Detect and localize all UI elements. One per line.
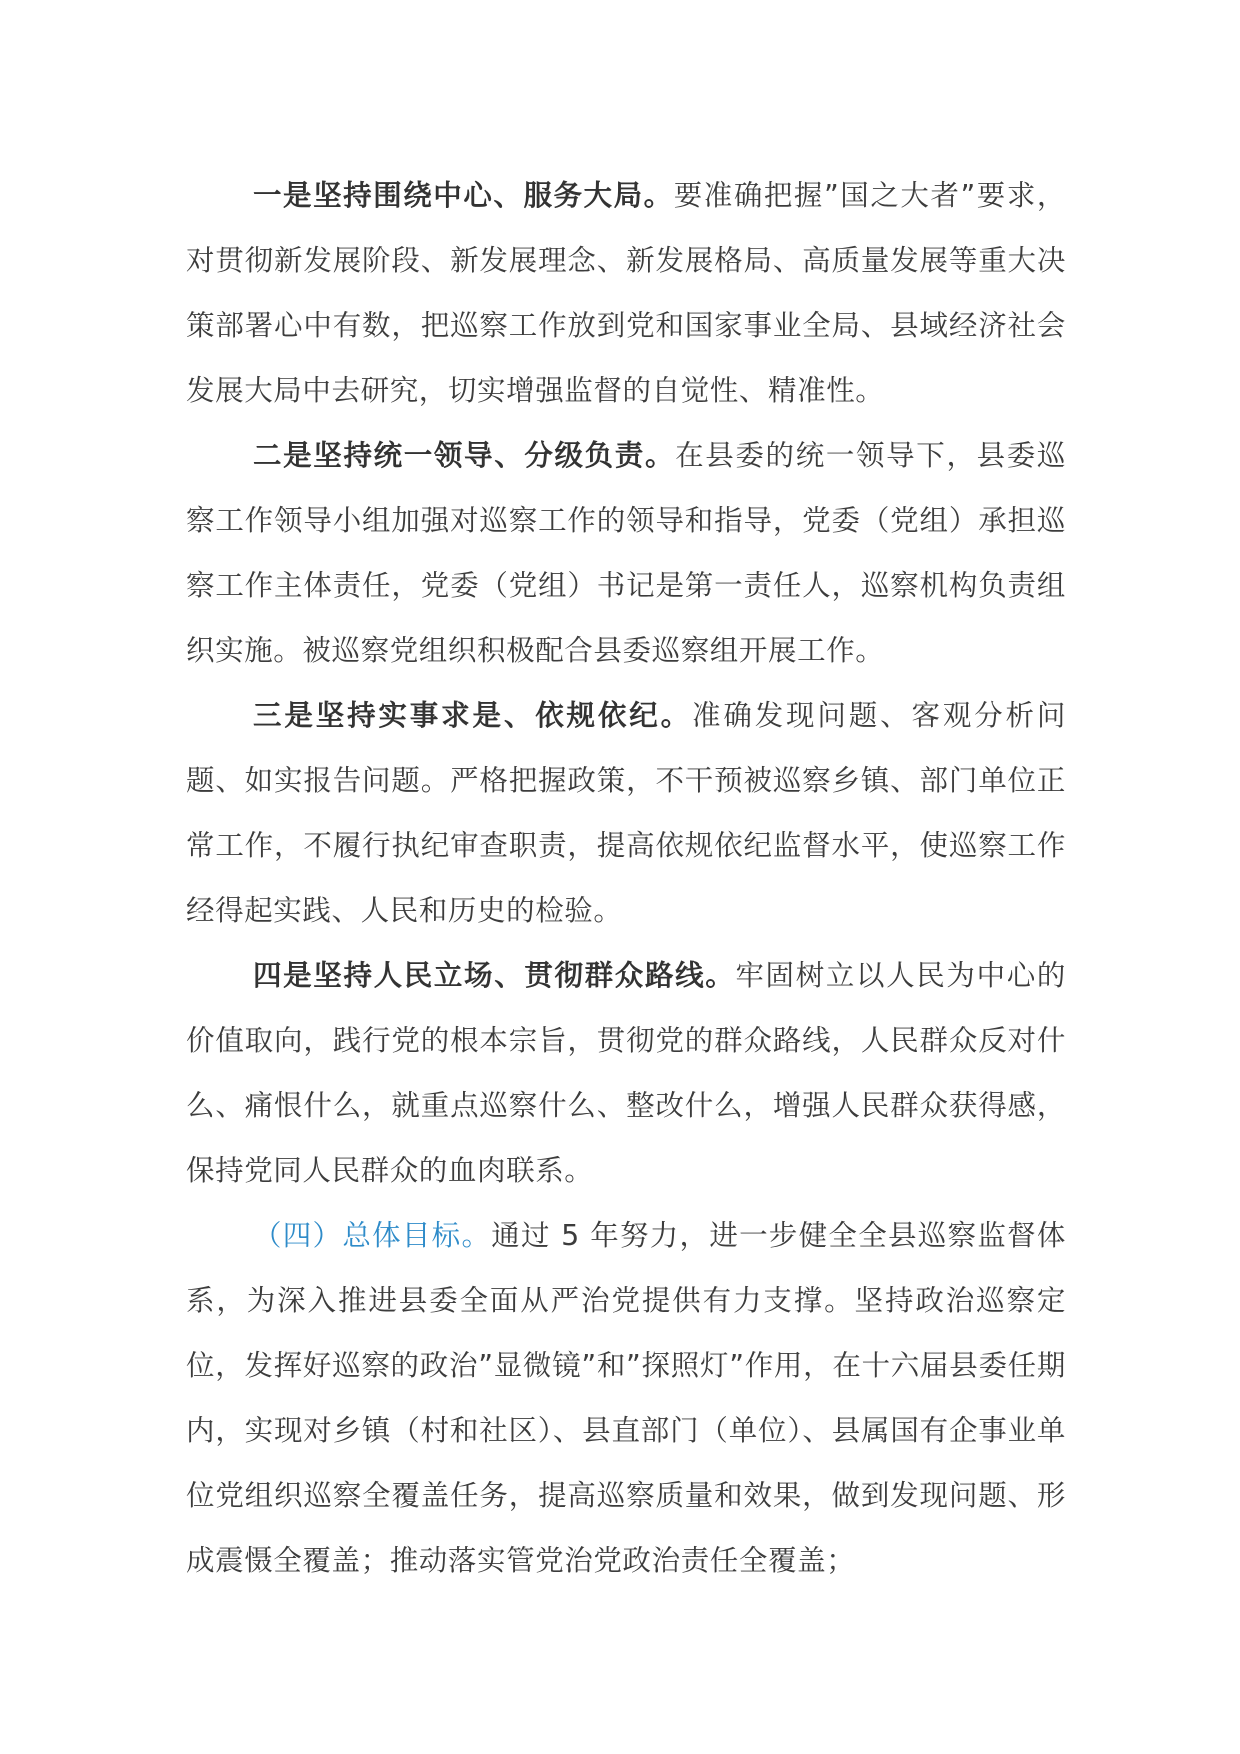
principle-2-text: 在县委的统一领导下，县委巡察工作领导小组加强对巡察工作的领导和指导，党委（党组）承担巡察工作主体责任，党委（党组）书记是第一责任人，巡察机构负责组织实施。被巡察党组织积极配合县委巡察组开展工作。 xyxy=(186,439,1066,667)
document-body xyxy=(186,163,1066,1593)
overall-goal-heading: （四）总体目标。 xyxy=(253,1219,492,1252)
paragraph-principle-2 xyxy=(186,423,1066,683)
principle-4-text: 牢固树立以人民为中心的价值取向，践行党的根本宗旨，贯彻党的群众路线，人民群众反对什么、痛恨什么，就重点巡察什么、整改什么，增强人民群众获得感，保持党同人民群众的血肉联系。 xyxy=(186,959,1066,1187)
principle-3-heading: 三是坚持实事求是、依规依纪。 xyxy=(253,699,692,732)
overall-goal-text: 通过 5 年努力，进一步健全全县巡察监督体系，为深入推进县委全面从严治党提供有力支撑。坚持政治巡察定位，发挥好巡察的政治”显微镜”和”探照灯”作用，在十六届县委任期内，实现对乡镇（村和社区）、县直部门（单位）、县属国有企事业单位党组织巡察全覆盖任务，提高巡察质量和效果，做到发现问题、形成震慑全覆盖；推动落实管党治党政治责任全覆盖； xyxy=(186,1219,1066,1577)
paragraph-overall-goal xyxy=(186,1203,1066,1593)
paragraph-principle-4 xyxy=(186,943,1066,1203)
principle-1-heading: 一是坚持围绕中心、服务大局。 xyxy=(253,179,674,212)
paragraph-principle-1 xyxy=(186,163,1066,423)
principle-1-text: 要准确把握”国之大者”要求，对贯彻新发展阶段、新发展理念、新发展格局、高质量发展等重大决策部署心中有数，把巡察工作放到党和国家事业全局、县域经济社会发展大局中去研究，切实增强监督的自觉性、精准性。 xyxy=(186,179,1067,407)
principle-2-heading: 二是坚持统一领导、分级负责。 xyxy=(253,439,676,472)
principle-4-heading: 四是坚持人民立场、贯彻群众路线。 xyxy=(253,959,736,992)
principle-3-text: 准确发现问题、客观分析问题、如实报告问题。严格把握政策，不干预被巡察乡镇、部门单位正常工作，不履行执纪审查职责，提高依规依纪监督水平，使巡察工作经得起实践、人民和历史的检验。 xyxy=(186,699,1066,927)
paragraph-principle-3 xyxy=(186,683,1066,943)
